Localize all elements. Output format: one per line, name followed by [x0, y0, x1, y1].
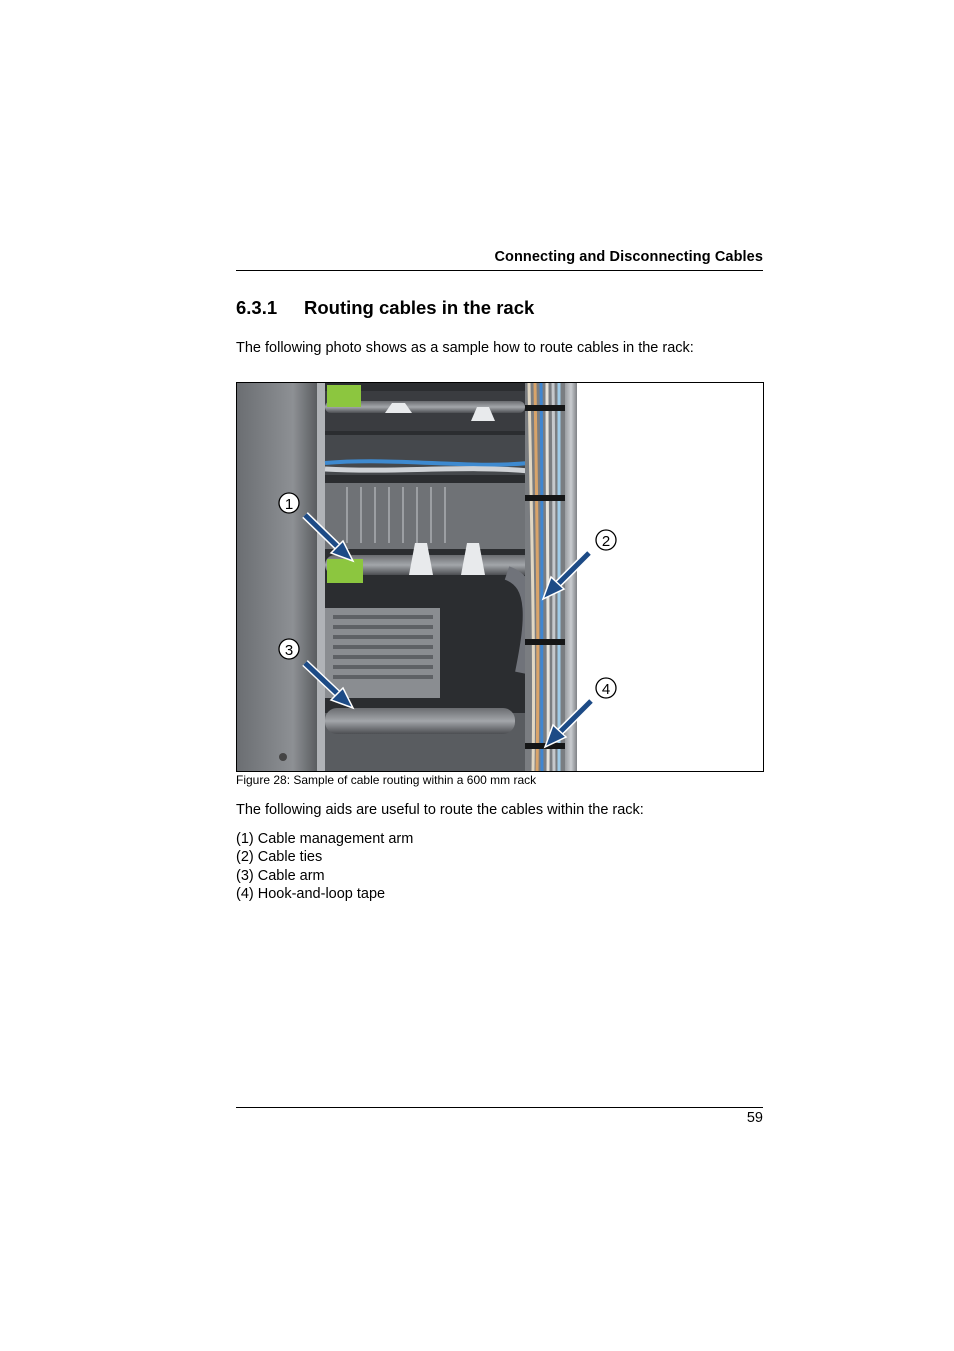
grey-cable	[325, 469, 529, 471]
figure-caption: Figure 28: Sample of cable routing within a 600 mm rack	[236, 773, 537, 787]
rack-side-panel	[237, 383, 317, 771]
page-number: 59	[746, 1110, 763, 1126]
section-number: 6.3.1	[236, 297, 278, 318]
figure-frame	[236, 382, 764, 772]
cable-arm-clip	[327, 385, 361, 407]
figure-whitespace	[577, 383, 763, 771]
cable-bundle	[325, 708, 515, 734]
callout-4-label: 4	[601, 681, 611, 698]
aids-intro-paragraph: The following aids are useful to route the cables within the rack:	[236, 802, 644, 818]
callout-3-label: 3	[284, 642, 294, 659]
running-header: Connecting and Disconnecting Cables	[494, 249, 763, 265]
section-title: Routing cables in the rack	[304, 297, 535, 318]
header-rule	[236, 270, 763, 271]
callout-4	[596, 678, 616, 698]
callout-1-label: 1	[284, 496, 294, 513]
callout-3	[279, 639, 299, 659]
callout-2	[596, 530, 616, 550]
server-unit	[325, 608, 440, 698]
aid-item-cable-arm: (3) Cable arm	[236, 867, 325, 884]
panel-screw	[279, 753, 287, 761]
rack-rail	[317, 383, 325, 771]
section-heading	[236, 297, 534, 319]
footer-rule	[236, 1107, 763, 1108]
callout-1	[279, 493, 299, 513]
rack-photo	[237, 383, 763, 771]
aids-list	[236, 830, 413, 904]
aid-item-hook-and-loop-tape: (4) Hook-and-loop tape	[236, 886, 386, 903]
callout-2-label: 2	[601, 533, 611, 550]
aid-item-cable-ties: (2) Cable ties	[236, 849, 323, 866]
aid-item-cable-management-arm: (1) Cable management arm	[236, 831, 414, 847]
cable-arm-clip	[327, 559, 363, 583]
intro-paragraph: The following photo shows as a sample how to route cables in the rack:	[236, 340, 694, 356]
